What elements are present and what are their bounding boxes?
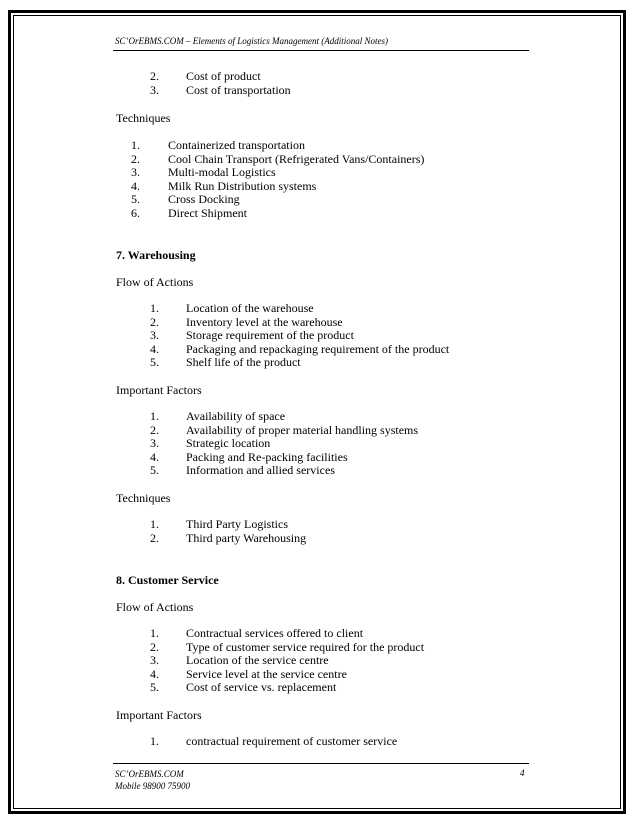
warehousing-flow-heading: Flow of Actions	[116, 275, 194, 289]
customer-service-factors-heading: Important Factors	[116, 708, 202, 722]
page-number: 4	[520, 768, 525, 778]
customer-service-flow-heading: Flow of Actions	[116, 600, 194, 614]
warehousing-factors-heading: Important Factors	[116, 383, 202, 397]
section-title-customer-service: 8. Customer Service	[116, 573, 219, 587]
footer-site: SC’OrEBMS.COM	[115, 769, 184, 779]
page-footer	[115, 768, 190, 792]
techniques-heading: Techniques	[116, 111, 171, 125]
warehousing-techniques-heading: Techniques	[116, 491, 171, 505]
footer-mobile: Mobile 98900 75900	[115, 781, 190, 791]
section-title-warehousing: 7. Warehousing	[116, 248, 196, 262]
header-divider	[113, 50, 529, 51]
page-header: SC’OrEBMS.COM – Elements of Logistics Management (Additional Notes)	[115, 36, 388, 46]
footer-divider	[113, 763, 529, 764]
